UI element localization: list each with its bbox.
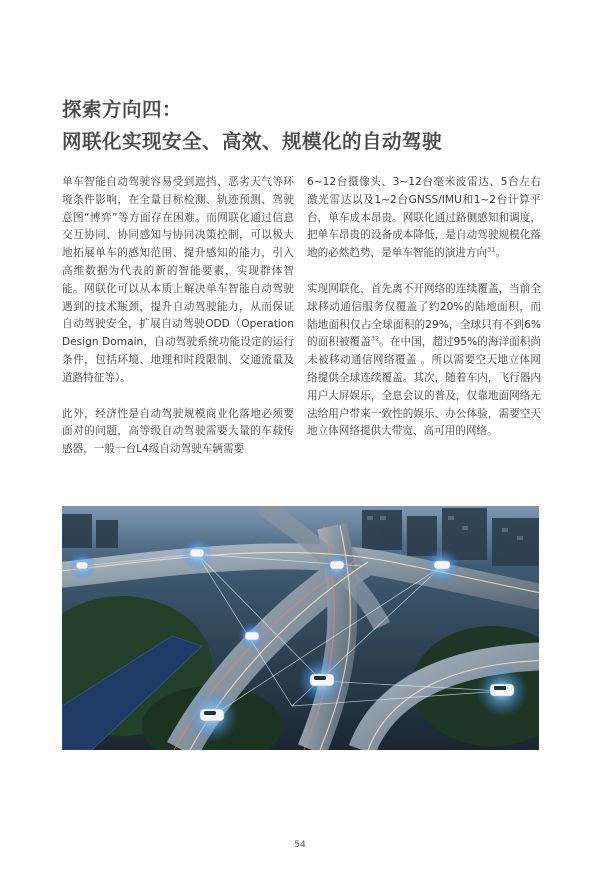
footnote-ref-31: 31: [487, 245, 496, 254]
heading-line-2: 网联化实现安全、高效、规模化的自动驾驶: [62, 130, 443, 153]
right-paragraph-2-part-a: 实现网联化，首先离不开网络的连续覆盖，当前全球移动通信服务仅覆盖了约20%的陆地面积，而陆地面积仅占全球面积的29%，全球只有不到6%的面积被覆盖: [307, 282, 541, 349]
left-text-column: [62, 174, 294, 477]
footnote-ref-32: 32: [370, 334, 380, 343]
left-paragraph-1: 单车智能自动驾驶容易受到遮挡、恶劣天气等环境条件影响，在全量目标检测、轨迹预测、驾驶意图“博弈”等方面存在困难。而网联化通过信息交互协同、协同感知与协同决策控制，可以极大地拓展单车的感知范围、提升感知的能力，引入高维数据为代表的新的智能要素，实现群体智能。网联化可以从本质上解决单车智能自动驾驶遇到的技术瓶颈，提升自动驾驶能力，从而保证自动驾驶安全，扩展自动驾驶ODD（Operation Design Domain，自动驾驶系统功能设定的运行条件，包括环境、地理和时段限制、交通流量及道路特征等）。: [62, 176, 294, 384]
right-paragraph-1-end: 。: [495, 247, 506, 260]
heading-line-1: 探索方向四：: [62, 98, 183, 121]
connected-highway-photo: [62, 506, 539, 750]
right-paragraph-2: [307, 281, 541, 441]
right-paragraph-1-text: 6~12台摄像头、3~12台毫米波雷达、5台左右激光雷达以及1~2台GNSS/IMU和1~2台计算平台，单车成本昂贵。网联化通过路侧感知和调度，把单车昂贵的设备成本降低，是自动驾驶规模化落地的必然趋势，是单车智能的演进方向: [307, 176, 541, 260]
right-paragraph-1: [307, 174, 541, 263]
right-paragraph-2-part-b: 。在中国，超过95%的海洋面积尚未被移动通信网络覆盖 。所以需要空天地立体网络提供全球连续覆盖。其次，随着车内，飞行器内用户大屏娱乐，全息会议的普及，仅靠地面网络无法给用户带来一致性的娱乐、办公体验，需要空天地立体网络提供大带宽、高可用的网络。: [307, 336, 542, 438]
page-number: 54: [294, 840, 306, 850]
section-heading: [62, 94, 442, 158]
highway-illustration: [62, 506, 539, 750]
left-paragraph-2: 此外，经济性是自动驾驶规模商业化落地必须要面对的问题，高等级自动驾驶需要大量的车载传感器，一般一台L4级自动驾驶车辆需要: [62, 407, 294, 456]
right-text-column: [307, 174, 541, 459]
